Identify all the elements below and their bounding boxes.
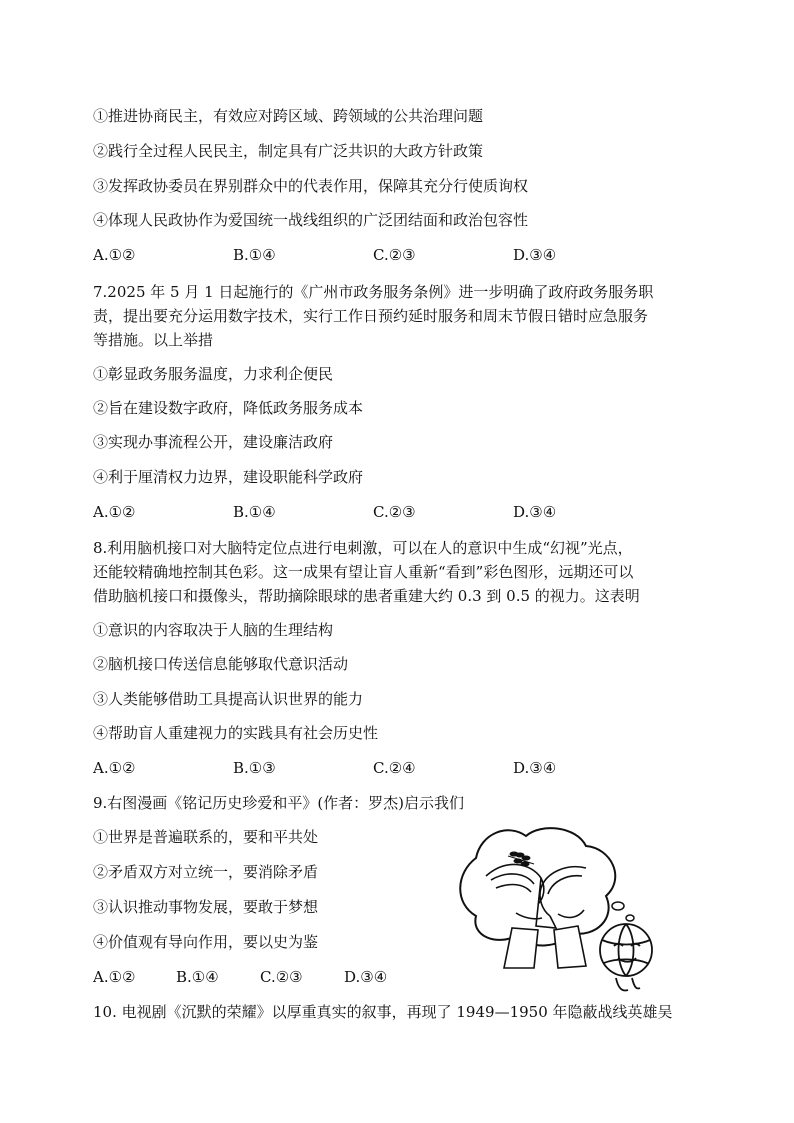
q6-option-a: A.①② <box>93 246 136 264</box>
q9-item-1: ①世界是普遍联系的，要和平共处 <box>93 828 319 846</box>
q8-item-2: ②脑机接口传送信息能够取代意识活动 <box>93 655 349 673</box>
q9-option-d: D.③④ <box>344 968 388 986</box>
q6-item-2: ②践行全过程人民民主，制定具有广泛共识的大政方针政策 <box>93 142 484 160</box>
peace-cartoon-illustration <box>446 818 668 994</box>
q10-stem: 10. 电视剧《沉默的荣耀》以厚重真实的叙事，再现了 1949—1950 年隐蔽战线英雄吴 <box>93 1003 673 1021</box>
q6-item-4: ④体现人民政协作为爱国统一战线组织的广泛团结面和政治包容性 <box>93 211 529 229</box>
q6-item-1: ①推进协商民主，有效应对跨区域、跨领域的公共治理问题 <box>93 107 484 125</box>
q7-option-a: A.①② <box>93 503 136 521</box>
q9-option-c: C.②③ <box>260 968 303 986</box>
q7-stem-line-2: 责，提出要充分运用数字技术，实行工作日预约延时服务和周末节假日错时应急服务 <box>93 307 649 325</box>
sleeve-right <box>554 926 586 968</box>
q9-item-2: ②矛盾双方对立统一，要消除矛盾 <box>93 863 319 881</box>
q7-item-4: ④利于厘清权力边界，建设职能科学政府 <box>93 468 364 486</box>
q7-item-2: ②旨在建设数字政府，降低政务服务成本 <box>93 399 364 417</box>
q8-option-a: A.①② <box>93 759 136 777</box>
dove-hands-icon <box>486 864 586 928</box>
q7-option-d: D.③④ <box>513 503 557 521</box>
q8-item-3: ③人类能够借助工具提高认识世界的能力 <box>93 690 364 708</box>
globe-person-icon <box>600 924 652 991</box>
q8-stem-line-1: 8.利用脑机接口对大脑特定位点进行电刺激，可以在人的意识中生成“幻视”光点， <box>93 539 633 557</box>
small-bubble-1 <box>612 902 624 910</box>
q6-item-3: ③发挥政协委员在界别群众中的代表作用，保障其充分行使质询权 <box>93 177 529 195</box>
q8-stem-line-3: 借助脑机接口和摄像头，帮助摘除眼球的患者重建大约 0.3 到 0.5 的视力。这表明 <box>93 587 640 605</box>
q9-item-3: ③认识推动事物发展，要敢于梦想 <box>93 898 319 916</box>
q7-item-3: ③实现办事流程公开，建设廉洁政府 <box>93 433 334 451</box>
q7-stem-line-3: 等措施。以上举措 <box>93 331 214 349</box>
q7-item-1: ①彰显政务服务温度，力求利企便民 <box>93 365 334 383</box>
q8-stem-line-2: 还能较精确地控制其色彩。这一成果有望让盲人重新“看到”彩色图形，远期还可以 <box>93 563 634 581</box>
q6-option-d: D.③④ <box>513 246 557 264</box>
q8-option-b: B.①③ <box>233 759 276 777</box>
q8-option-c: C.②④ <box>373 759 416 777</box>
q7-option-c: C.②③ <box>373 503 416 521</box>
sleeve-left <box>504 928 538 968</box>
thought-bubble <box>460 828 615 945</box>
q6-option-c: C.②③ <box>373 246 416 264</box>
small-bubble-2 <box>626 915 634 921</box>
q9-option-a: A.①② <box>93 968 136 986</box>
q7-option-b: B.①④ <box>233 503 276 521</box>
q8-option-d: D.③④ <box>513 759 557 777</box>
q6-option-b: B.①④ <box>233 246 276 264</box>
q9-item-4: ④价值观有导向作用，要以史为鉴 <box>93 933 319 951</box>
q9-stem: 9.右图漫画《铭记历史珍爱和平》(作者：罗杰)启示我们 <box>93 794 465 812</box>
q7-stem-line-1: 7.2025 年 5 月 1 日起施行的《广州市政务服务条例》进一步明确了政府政务服务职 <box>93 283 654 301</box>
q8-item-1: ①意识的内容取决于人脑的生理结构 <box>93 621 334 639</box>
q8-item-4: ④帮助盲人重建视力的实践具有社会历史性 <box>93 724 379 742</box>
q9-option-b: B.①④ <box>176 968 219 986</box>
